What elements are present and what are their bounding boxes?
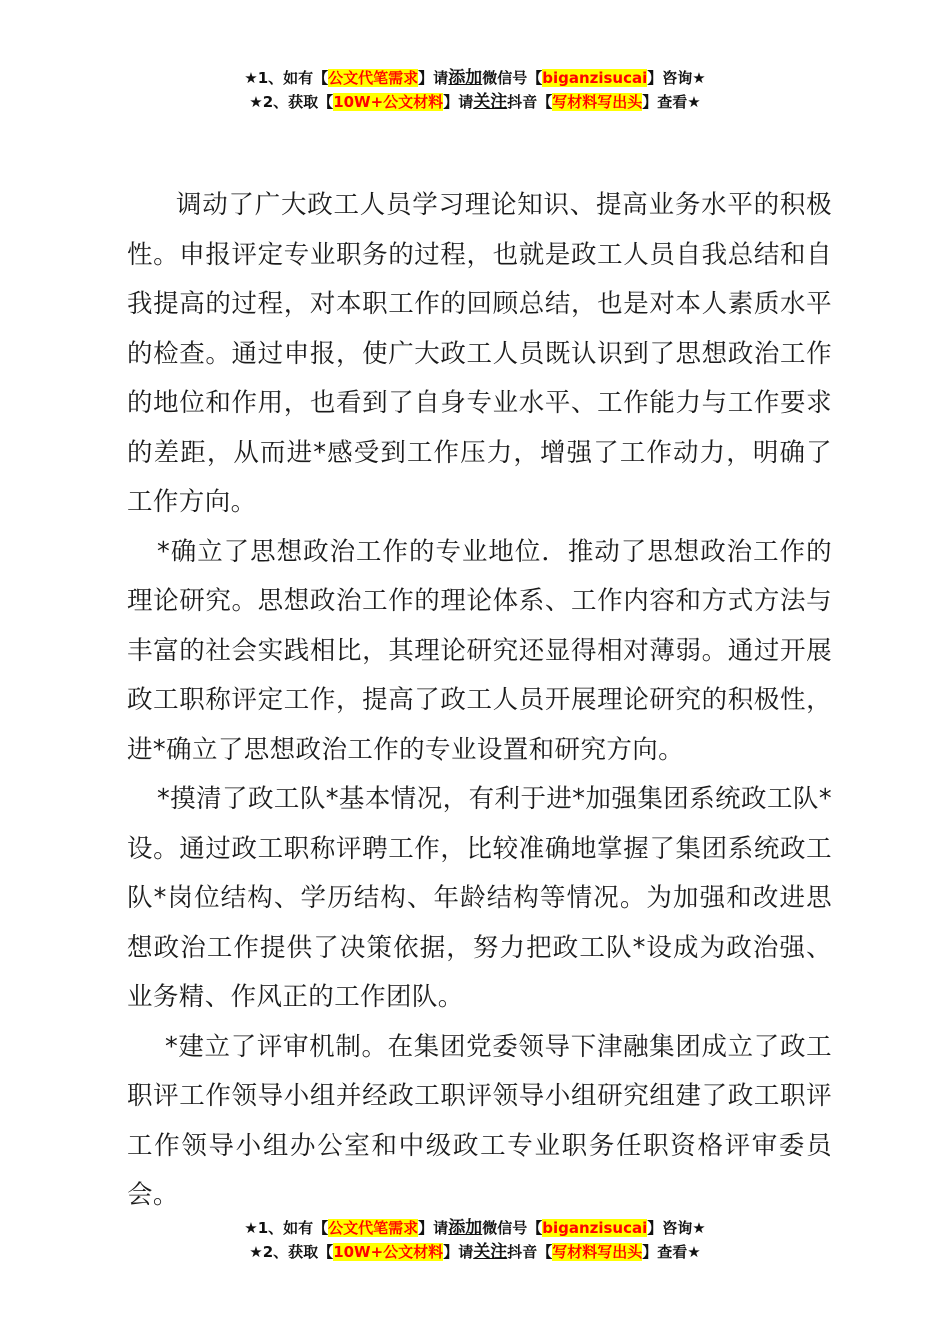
banner-text: 微信号【 — [482, 1219, 543, 1237]
banner-text: ★2、获取【 — [249, 93, 334, 111]
banner-highlight: 10W+公文材料 — [333, 1243, 444, 1261]
body-paragraph: *建立了评审机制。在集团党委领导下津融集团成立了政工职评工作领导小组并经政工职评领导小组研究组建了政工职评工作领导小组办公室和中级政工专业职务任职资格评审委员会。 — [127, 1031, 832, 1210]
wechat-id-highlight: biganzisucai — [542, 1219, 648, 1237]
banner-line-1 — [0, 1216, 950, 1240]
wechat-id-highlight: biganzisucai — [542, 69, 648, 87]
body-paragraph: 调动了广大政工人员学习理论知识、提高业务水平的积极性。申报评定专业职务的过程，也就是政工人员自我总结和自我提高的过程，对本职工作的回顾总结，也是对本人素质水平的检查。通过申报，使广大政工人员既认识到了思想政治工作的地位和作用，也看到了自身专业水平、工作能力与工作要求的差距，从而进*感受到工作压力，增强了工作动力，明确了工作方向。 — [127, 190, 832, 517]
banner-underline-text: 关注 — [473, 1242, 508, 1262]
header-banner — [0, 66, 950, 114]
banner-line-1 — [0, 66, 950, 90]
banner-highlight: 公文代笔需求 — [328, 1219, 419, 1237]
banner-underline-text: 添加 — [448, 68, 483, 88]
banner-text: 】咨询★ — [647, 1219, 706, 1237]
banner-text: 】咨询★ — [647, 69, 706, 87]
banner-highlight: 公文代笔需求 — [328, 69, 419, 87]
banner-text: ★1、如有【 — [244, 69, 329, 87]
banner-highlight: 10W+公文材料 — [333, 93, 444, 111]
douyin-id-highlight: 写材料写出头 — [552, 93, 643, 111]
banner-text: 】查看★ — [642, 1243, 701, 1261]
banner-text: 】请 — [418, 69, 449, 87]
banner-line-2 — [0, 1240, 950, 1264]
banner-line-2 — [0, 90, 950, 114]
banner-underline-text: 关注 — [473, 92, 508, 112]
banner-text: 抖音【 — [507, 1243, 553, 1261]
douyin-id-highlight: 写材料写出头 — [552, 1243, 643, 1261]
body-paragraph: *摸清了政工队*基本情况，有利于进*加强集团系统政工队*设。通过政工职称评聘工作，比较准确地掌握了集团系统政工队*岗位结构、学历结构、年龄结构等情况。为加强和改进思想政治工作提供了决策依据，努力把政工队*设成为政治强、业务精、作风正的工作团队。 — [127, 784, 832, 1012]
footer-banner — [0, 1216, 950, 1264]
banner-text: 】请 — [418, 1219, 449, 1237]
banner-text: 】请 — [443, 93, 474, 111]
banner-text: ★2、获取【 — [249, 1243, 334, 1261]
banner-text: ★1、如有【 — [244, 1219, 329, 1237]
body-paragraph: *确立了思想政治工作的专业地位．推动了思想政治工作的理论研究。思想政治工作的理论体系、工作内容和方式方法与丰富的社会实践相比，其理论研究还显得相对薄弱。通过开展政工职称评定工作，提高了政工人员开展理论研究的积极性，进*确立了思想政治工作的专业设置和研究方向。 — [127, 536, 832, 765]
banner-text: 】请 — [443, 1243, 474, 1261]
document-body — [127, 181, 832, 1221]
banner-underline-text: 添加 — [448, 1218, 483, 1238]
banner-text: 微信号【 — [482, 69, 543, 87]
banner-text: 】查看★ — [642, 93, 701, 111]
banner-text: 抖音【 — [507, 93, 553, 111]
